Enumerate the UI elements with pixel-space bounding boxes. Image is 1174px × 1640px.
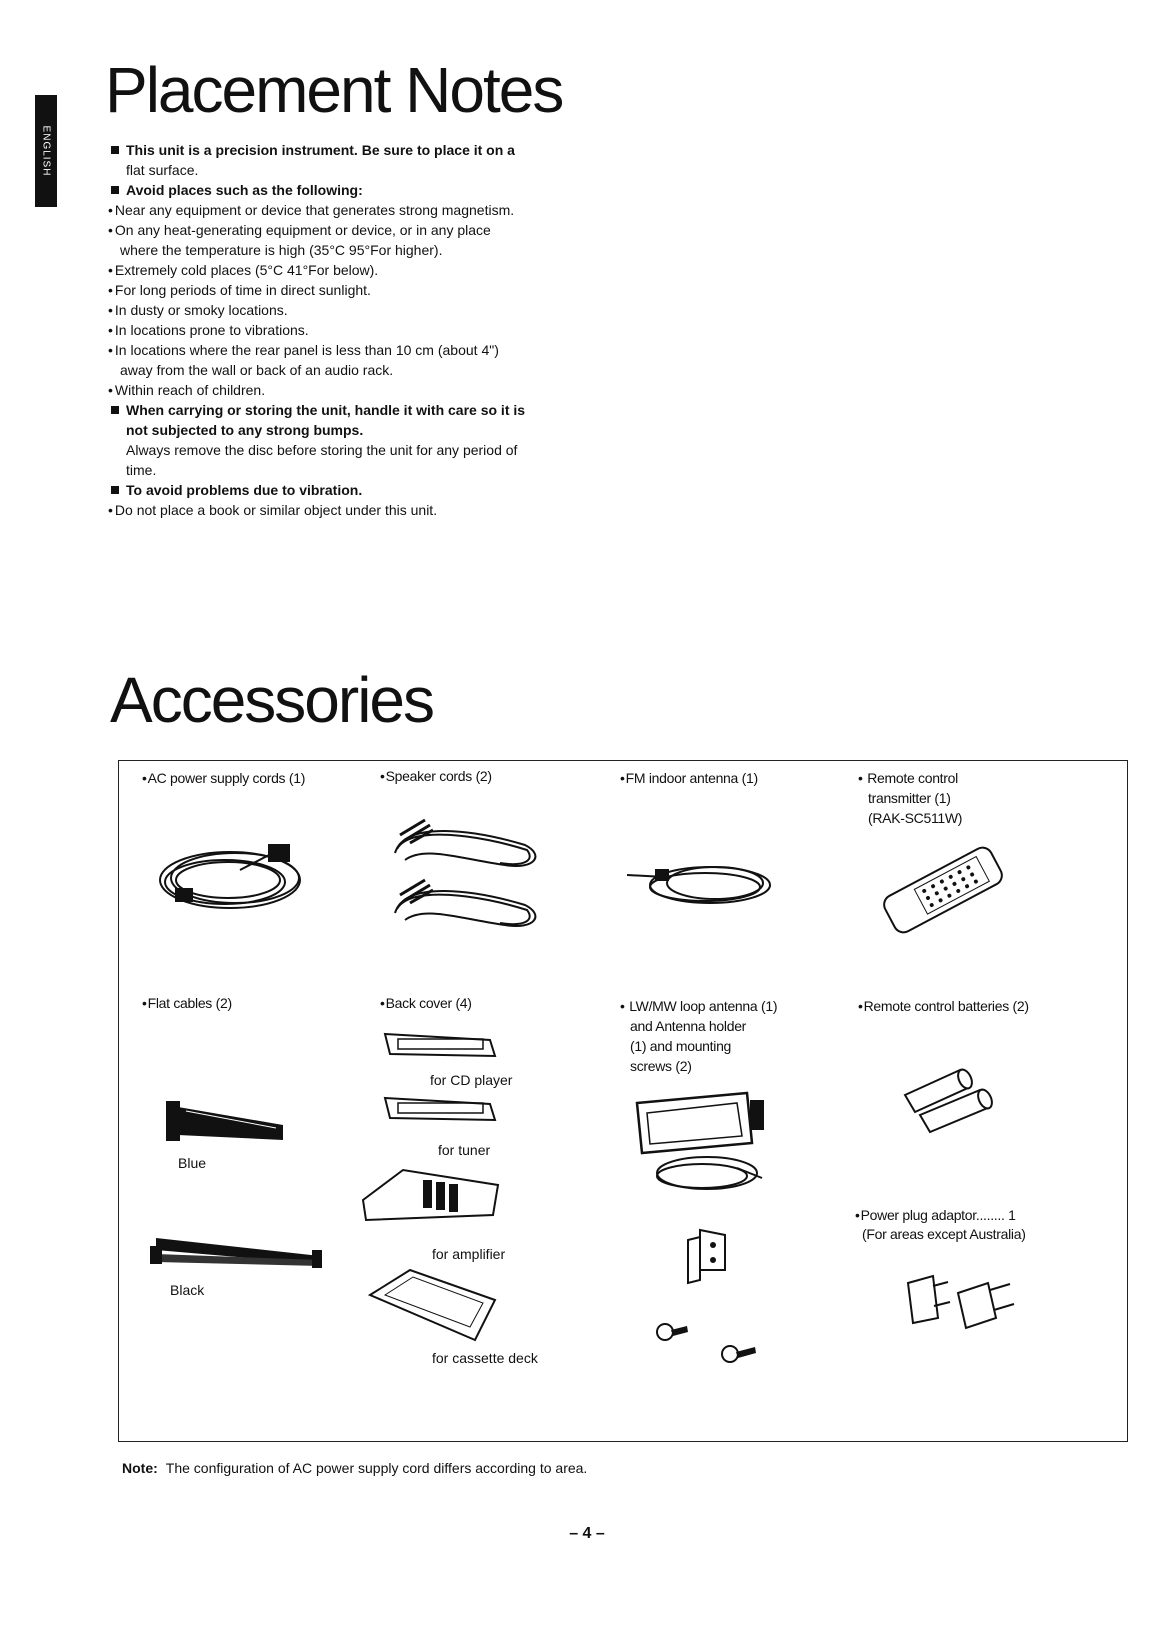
label-ac-cord: • AC power supply cords (1): [142, 768, 305, 788]
footnote: [122, 1460, 587, 1476]
note-line: where the temperature is high (35°C 95°For higher).: [120, 242, 443, 258]
placement-title: Placement Notes: [105, 54, 563, 126]
note-heading: This unit is a precision instrument. Be sure to place it on a: [108, 140, 578, 160]
label-flat-cables: • Flat cables (2): [142, 993, 232, 1013]
note-line: not subjected to any strong bumps.: [126, 422, 364, 438]
note-line: • Do not place a book or similar object under this unit.: [108, 500, 578, 520]
note-line: • On any heat-generating equipment or device, or in any place: [108, 220, 578, 240]
placement-notes: [108, 140, 578, 520]
note-line: • In locations where the rear panel is less than 10 cm (about 4"): [108, 340, 578, 360]
back-cover-tuner-illustration: [380, 1090, 500, 1130]
fm-antenna-illustration: [625, 855, 775, 915]
back-cover-cassette-illustration: [365, 1265, 500, 1345]
flat-cable-black-illustration: [148, 1228, 328, 1283]
label-speaker-cords: • Speaker cords (2): [380, 766, 492, 786]
footnote-label: Note:: [122, 1460, 158, 1476]
language-tab-label: ENGLISH: [40, 125, 52, 177]
label-back-cover: • Back cover (4): [380, 993, 472, 1013]
note-line: • Within reach of children.: [108, 380, 578, 400]
note-line: away from the wall or back of an audio rack.: [120, 362, 394, 378]
label-fm-antenna: • FM indoor antenna (1): [620, 768, 758, 788]
note-heading: Avoid places such as the following:: [108, 180, 578, 200]
footnote-text: The configuration of AC power supply cord differs according to area.: [165, 1460, 588, 1476]
ac-cord-illustration: [150, 840, 320, 920]
mounting-screws-illustration: [655, 1322, 765, 1367]
note-line: • In dusty or smoky locations.: [108, 300, 578, 320]
batteries-illustration: [900, 1065, 1000, 1135]
speaker-cords-illustration: [385, 815, 540, 945]
caption-amp: for amplifier: [432, 1246, 506, 1262]
note-heading: When carrying or storing the unit, handle it with care so it is: [108, 400, 578, 420]
remote-illustration: [878, 840, 1008, 940]
caption-tuner: for tuner: [438, 1142, 491, 1158]
note-line: time.: [126, 462, 157, 478]
label-loop-antenna: • LW/MW loop antenna (1) and Antenna holder (1) and mounting screws (2): [620, 996, 777, 1076]
caption-blue: Blue: [178, 1155, 207, 1171]
caption-cassette: for cassette deck: [432, 1350, 538, 1366]
note-line: • In locations prone to vibrations.: [108, 320, 578, 340]
note-line: • For long periods of time in direct sunlight.: [108, 280, 578, 300]
flat-cable-blue-illustration: [158, 1095, 288, 1155]
label-plug-adaptor: • Power plug adaptor........ 1: [855, 1205, 1016, 1225]
back-cover-amp-illustration: [358, 1165, 503, 1240]
back-cover-cd-illustration: [380, 1026, 500, 1066]
plug-adaptor-illustration: [898, 1268, 1028, 1338]
accessories-title: Accessories: [110, 664, 433, 736]
label-plug-adaptor-note: (For areas except Australia): [862, 1226, 1026, 1242]
label-batteries: • Remote control batteries (2): [858, 996, 1029, 1016]
note-line: flat surface.: [126, 162, 199, 178]
language-tab: [35, 95, 57, 207]
caption-black: Black: [170, 1282, 205, 1298]
note-heading: To avoid problems due to vibration.: [108, 480, 578, 500]
loop-antenna-illustration: [632, 1088, 782, 1198]
antenna-holder-illustration: [680, 1225, 740, 1295]
note-line: Always remove the disc before storing the unit for any period of: [126, 442, 518, 458]
caption-cd: for CD player: [430, 1072, 513, 1088]
note-line: • Extremely cold places (5°C 41°For below).: [108, 260, 578, 280]
label-remote: • Remote control transmitter (1) (RAK-SC511W): [858, 768, 962, 828]
note-line: • Near any equipment or device that generates strong magnetism.: [108, 200, 578, 220]
page-number: – 4 –: [569, 1525, 605, 1542]
